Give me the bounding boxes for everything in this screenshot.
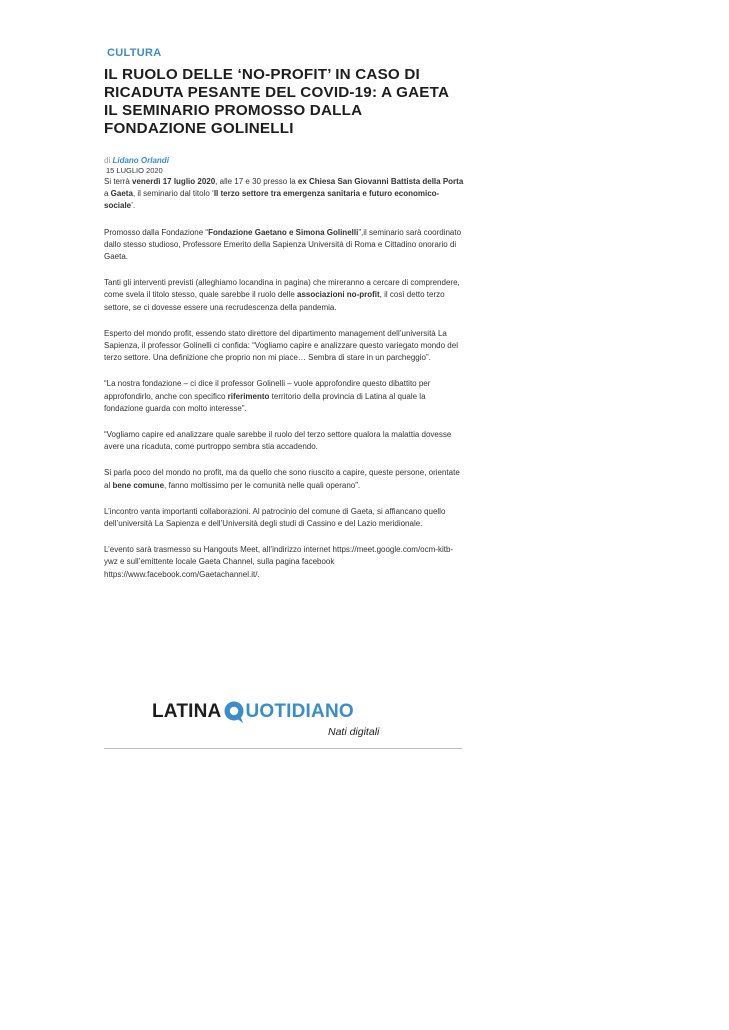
logo-tagline: Nati digitali xyxy=(328,726,380,738)
latina-quotidiano-logo[interactable] xyxy=(152,700,412,750)
speech-bubble-q-icon xyxy=(223,700,245,724)
article xyxy=(104,46,464,595)
paragraph: Tanti gli interventi previsti (alleghiamo locandina in pagina) che mireranno a cercare di comprendere, come svela il titolo stesso, quale sarebbe il ruolo delle associazioni no-profit, il così detto terzo settore, se ci dovesse essere una recrudescenza della pandemia. xyxy=(104,278,460,312)
byline-prefix: di xyxy=(104,156,111,165)
paragraph: L’evento sarà trasmesso su Hangouts Meet, all’indirizzo internet https://meet.google.com/ocm-kitb-ywz e sull’emittente locale Gaeta Channel, sulla pagina facebook https://www.facebook.com/Gaetachannel.it/. xyxy=(104,545,454,579)
logo-text-dark: LATINA xyxy=(152,701,222,722)
divider xyxy=(104,748,462,749)
byline xyxy=(104,155,464,166)
paragraph: Promosso dalla Fondazione “Fondazione Gaetano e Simona Golinelli”,il seminario sarà coordinato dallo stesso studioso, Professore Emerito della Sapienza Università di Roma e Cittadino onorario di Gaeta. xyxy=(104,227,462,262)
logo-text-blue: UOTIDIANO xyxy=(245,701,354,722)
paragraph: L’incontro vanta importanti collaborazioni. Al patrocinio del comune di Gaeta, si affiancano quello dell’università La Sapienza e dell’Università degli studi di Cassino e del Lazio meridionale. xyxy=(104,506,446,529)
author-link[interactable]: Lidano Orlandi xyxy=(112,156,169,165)
paragraph: Si parla poco del mondo no profit, ma da quello che sono riuscito a capire, queste persone, orientate al bene comune, fanno moltissimo per le comunità nelle quali operano”. xyxy=(104,468,460,490)
paragraph: “La nostra fondazione – ci dice il professor Golinelli – vuole approfondire questo dibattito per approfondirlo, anche con specifico riferimento territorio della provincia di Latina al quale la fondazione guarda con molto interesse”. xyxy=(104,379,431,413)
paragraph: “Vogliamo capire ed analizzare quale sarebbe il ruolo del terzo settore qualora la malattia dovesse avere una ricaduta, come purtroppo sembra stia accadendo. xyxy=(104,430,452,452)
article-body xyxy=(104,176,464,581)
paragraph: Si terrà venerdì 17 luglio 2020, alle 17 e 30 presso la ex Chiesa San Giovanni Battista della Porta a Gaeta, il seminario dal titolo ‘Il terzo settore tra emergenza sanitaria e futuro economico-sociale’. xyxy=(104,177,464,211)
paragraph: Esperto del mondo profit, essendo stato direttore del dipartimento management dell’università La Sapienza, il professor Golinelli ci confida: “Vogliamo capire e analizzare questo variegato mondo del terzo settore. Una definizione che proprio non mi piace… Sembra di stare in un parcheggio”. xyxy=(104,328,458,363)
article-title: IL RUOLO DELLE ‘NO-PROFIT’ IN CASO DI RICADUTA PESANTE DEL COVID-19: A GAETA IL SEMINARIO PROMOSSO DALLA FONDAZIONE GOLINELLI xyxy=(104,66,449,137)
publish-date: 15 LUGLIO 2020 xyxy=(106,166,163,175)
category-label[interactable]: CULTURA xyxy=(107,47,162,59)
